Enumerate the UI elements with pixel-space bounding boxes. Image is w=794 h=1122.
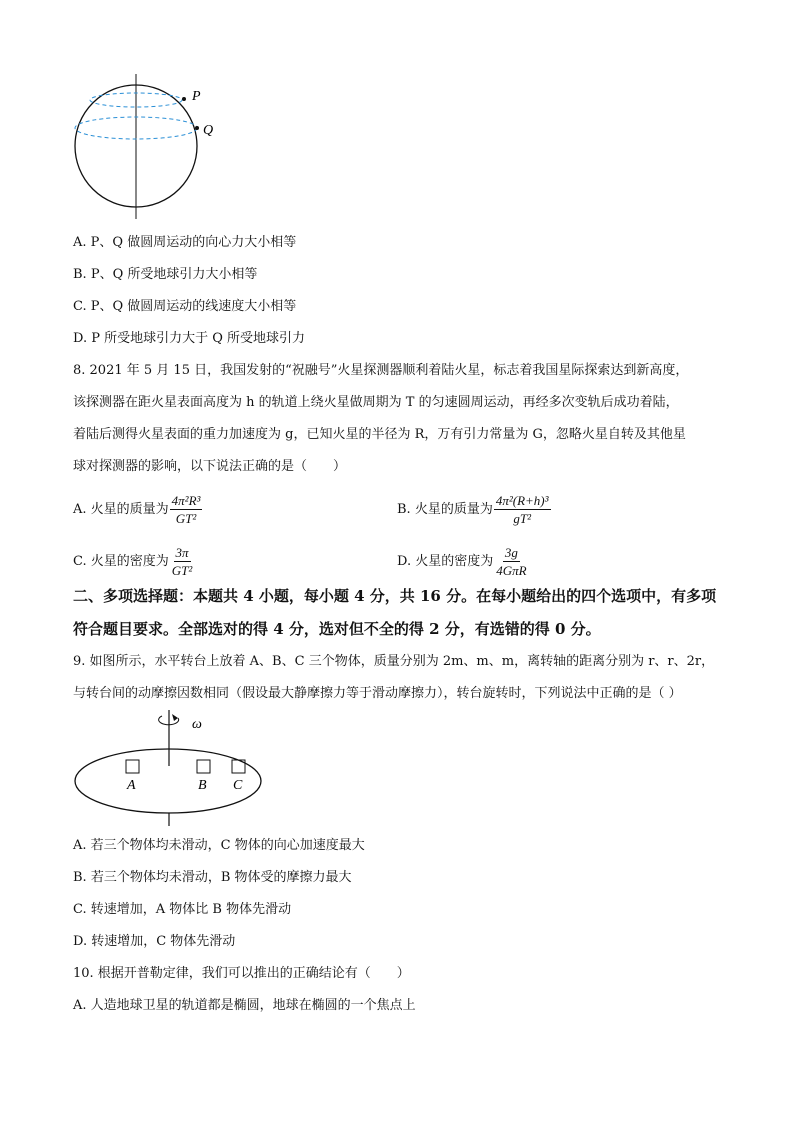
q8-stem-line: 8. 2021 年 5 月 15 日，我国发射的“祝融号”火星探测器顺利着陆火星，标志着我国星际探索达到新高度，	[73, 363, 689, 378]
object-b-label: B	[198, 778, 207, 793]
omega-label: ω	[192, 717, 202, 732]
q8-stem-line: 球对探测器的影响，以下说法正确的是（ ）	[73, 459, 347, 474]
q8-option-a: A. 火星的质量为 $\frac{\text{4π²R³}}{\text{GT²}}$	[73, 493, 201, 526]
q7-option-d: D. P 所受地球引力大于 Q 所受地球引力	[73, 331, 306, 346]
object-c-label: C	[233, 778, 243, 793]
q8-option-d: D. 火星的密度为 $\frac{3g}{\text{4GπR}}$	[397, 545, 527, 578]
q9-stem-line: 9. 如图所示，水平转台上放着 A、B、C 三个物体，质量分别为 2m、m、m，离转轴的距离分别为 r、r、2r，	[73, 654, 715, 669]
q9-option-b: B. 若三个物体均未滑动，B 物体受的摩擦力最大	[73, 870, 352, 885]
q7-option-c: C. P、Q 做圆周运动的线速度大小相等	[73, 299, 297, 314]
q7-option-b: B. P、Q 所受地球引力大小相等	[73, 267, 258, 282]
point-q-label: Q	[203, 123, 214, 138]
q8-stem-line: 该探测器在距火星表面高度为 h 的轨道上绕火星做周期为 T 的匀速圆周运动，再经多次变轨后成功着陆，	[73, 395, 679, 410]
q9-option-a: A. 若三个物体均未滑动，C 物体的向心加速度最大	[73, 838, 365, 853]
q10-stem: 10. 根据开普勒定律，我们可以推出的正确结论有（ ）	[73, 966, 410, 981]
q9-option-c: C. 转速增加，A 物体比 B 物体先滑动	[73, 902, 292, 917]
q10-option-a: A. 人造地球卫星的轨道都是椭圆，地球在椭圆的一个焦点上	[73, 998, 416, 1013]
point-p-label: P	[192, 89, 201, 104]
object-a-label: A	[127, 778, 136, 793]
q8-option-b: B. 火星的质量为 $\frac{\text{4π²(R+h)³}}{\text{gT²}}$	[397, 493, 549, 526]
q8-stem-line: 着陆后测得火星表面的重力加速度为 g，已知火星的半径为 R，万有引力常量为 G，忽略火星自转及其他星	[73, 427, 686, 442]
section-2-heading: 二、多项选择题：本题共 4 小题，每小题 4 分，共 16 分。在每小题给出的四个选项中，有多项符合题目要求。全部选对的得 4 分，选对但不全的得 2 分，有选错的得 0 分。	[73, 587, 717, 638]
turntable-figure	[74, 708, 274, 828]
q7-option-a: A. P、Q 做圆周运动的向心力大小相等	[73, 235, 297, 250]
q8-option-c: C. 火星的密度为 $\frac{3\pi}{\text{GT²}}$	[73, 545, 193, 578]
earth-sphere-figure	[70, 72, 230, 222]
q9-option-d: D. 转速增加，C 物体先滑动	[73, 934, 236, 949]
q9-stem-line: 与转台间的动摩擦因数相同（假设最大静摩擦力等于滑动摩擦力），转台旋转时，下列说法中正确的是（ ）	[73, 686, 682, 701]
